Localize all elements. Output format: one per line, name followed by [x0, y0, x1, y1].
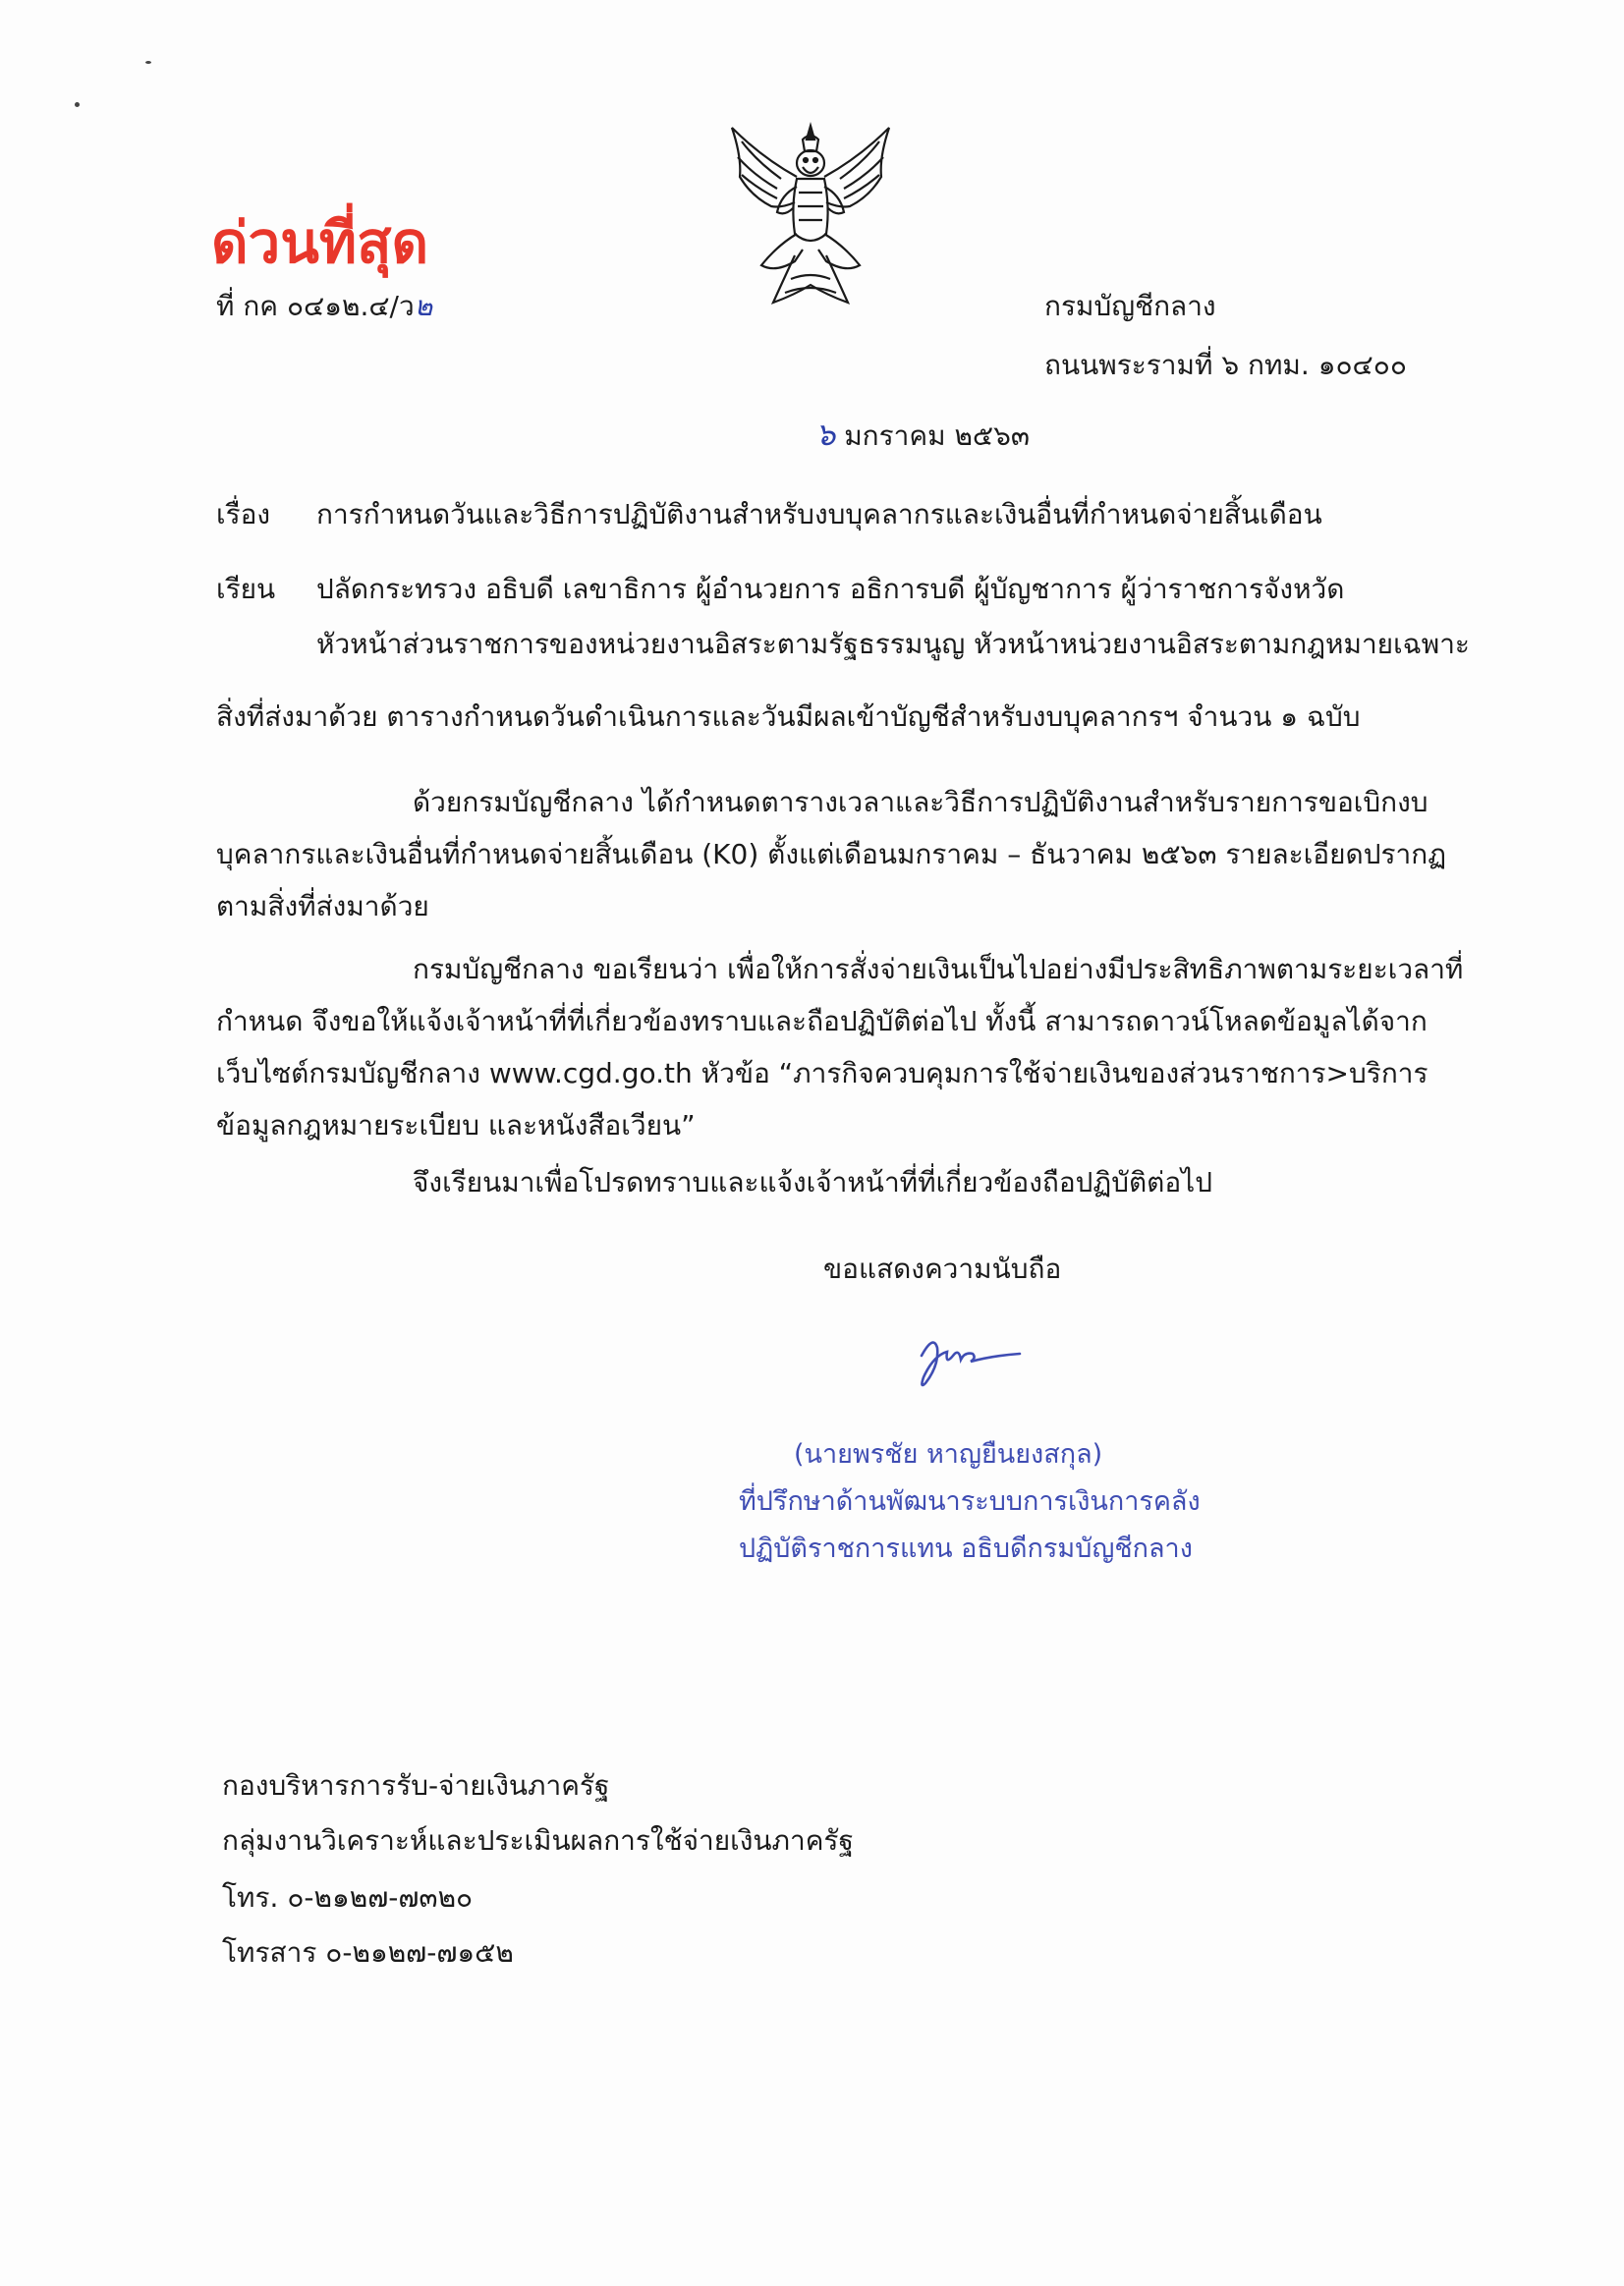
- handwritten-signature: [904, 1326, 1032, 1395]
- date-day-handwritten: ๖: [815, 416, 836, 453]
- agency-address: ถนนพระรามที่ ๖ กทม. ๑๐๔๐๐: [1044, 349, 1407, 381]
- signer-name: (นายพรชัย หาญยืนยงสกุล): [794, 1439, 1103, 1470]
- recipient-line-1: ปลัดกระทรวง อธิบดี เลขาธิการ ผู้อำนวยการ อธิการบดี ผู้บัญชาการ ผู้ว่าราชการจังหวัด: [316, 573, 1345, 605]
- recipient-label: เรียน: [216, 573, 276, 605]
- subject-label: เรื่อง: [216, 498, 271, 530]
- signer-position-2: ปฏิบัติราชการแทน อธิบดีกรมบัญชีกลาง: [739, 1533, 1193, 1564]
- closing-sentence: จึงเรียนมาเพื่อโปรดทราบและแจ้งเจ้าหน้าที่ที่เกี่ยวข้องถือปฏิบัติต่อไป: [413, 1166, 1213, 1199]
- urgency-label: ด่วนที่สุด: [211, 209, 429, 276]
- footer-group: กลุ่มงานวิเคราะห์และประเมินผลการใช้จ่ายเงินภาครัฐ: [222, 1824, 854, 1857]
- document-number: [216, 285, 432, 328]
- scan-speck: [145, 61, 151, 64]
- date-month-year: มกราคม ๒๕๖๓: [844, 419, 1031, 452]
- document-number-handwritten: ๒: [414, 290, 433, 322]
- scan-speck: [75, 102, 80, 107]
- signer-position-1: ที่ปรึกษาด้านพัฒนาระบบการเงินการคลัง: [739, 1486, 1201, 1517]
- garuda-emblem-icon: [712, 118, 909, 314]
- footer-fax: โทรสาร ๐-๒๑๒๗-๗๑๕๒: [222, 1936, 514, 1969]
- agency-name: กรมบัญชีกลาง: [1044, 290, 1216, 322]
- subject-text: การกำหนดวันและวิธีการปฏิบัติงานสำหรับงบบุคลากรและเงินอื่นที่กำหนดจ่ายสิ้นเดือน: [316, 498, 1322, 530]
- document-number-text: ที่ กค ๐๔๑๒.๔/ว: [216, 290, 415, 322]
- enclosure-line: สิ่งที่ส่งมาด้วย ตารางกำหนดวันดำเนินการและวันมีผลเข้าบัญชีสำหรับงบบุคลากรฯ จำนวน ๑ ฉบับ: [216, 700, 1361, 733]
- recipient-line-2: หัวหน้าส่วนราชการของหน่วยงานอิสระตามรัฐธรรมนูญ หัวหน้าหน่วยงานอิสระตามกฎหมายเฉพาะ: [316, 628, 1470, 660]
- body-paragraph-1: ด้วยกรมบัญชีกลาง ได้กำหนดตารางเวลาและวิธีการปฏิบัติงานสำหรับรายการขอเบิกงบบุคลากรและเงินอื่นที่กำหนดจ่ายสิ้นเดือน (K0) ตั้งแต่เดือนมกราคม – ธันวาคม ๒๕๖๓ รายละเอียดปรากฏตามสิ่งที่ส่งมาด้วย: [216, 786, 1446, 922]
- regards-text: ขอแสดงความนับถือ: [823, 1253, 1062, 1285]
- body-paragraph-2: กรมบัญชีกลาง ขอเรียนว่า เพื่อให้การสั่งจ่ายเงินเป็นไปอย่างมีประสิทธิภาพตามระยะเวลาที่กำหนด จึงขอให้แจ้งเจ้าหน้าที่ที่เกี่ยวข้องทราบและถือปฏิบัติต่อไป ทั้งนี้ สามารถดาวน์โหลดข้อมูลได้จากเว็บไซต์กรมบัญชีกลาง www.cgd.go.th หัวข้อ “ภารกิจควบคุมการใช้จ่ายเงินของส่วนราชการ>บริการข้อมูลกฎหมายระเบียบ และหนังสือเวียน”: [216, 953, 1464, 1142]
- footer-division: กองบริหารการรับ-จ่ายเงินภาครัฐ: [222, 1769, 610, 1802]
- footer-phone: โทร. ๐-๒๑๒๗-๗๓๒๐: [222, 1881, 474, 1914]
- document-date: [815, 413, 1030, 458]
